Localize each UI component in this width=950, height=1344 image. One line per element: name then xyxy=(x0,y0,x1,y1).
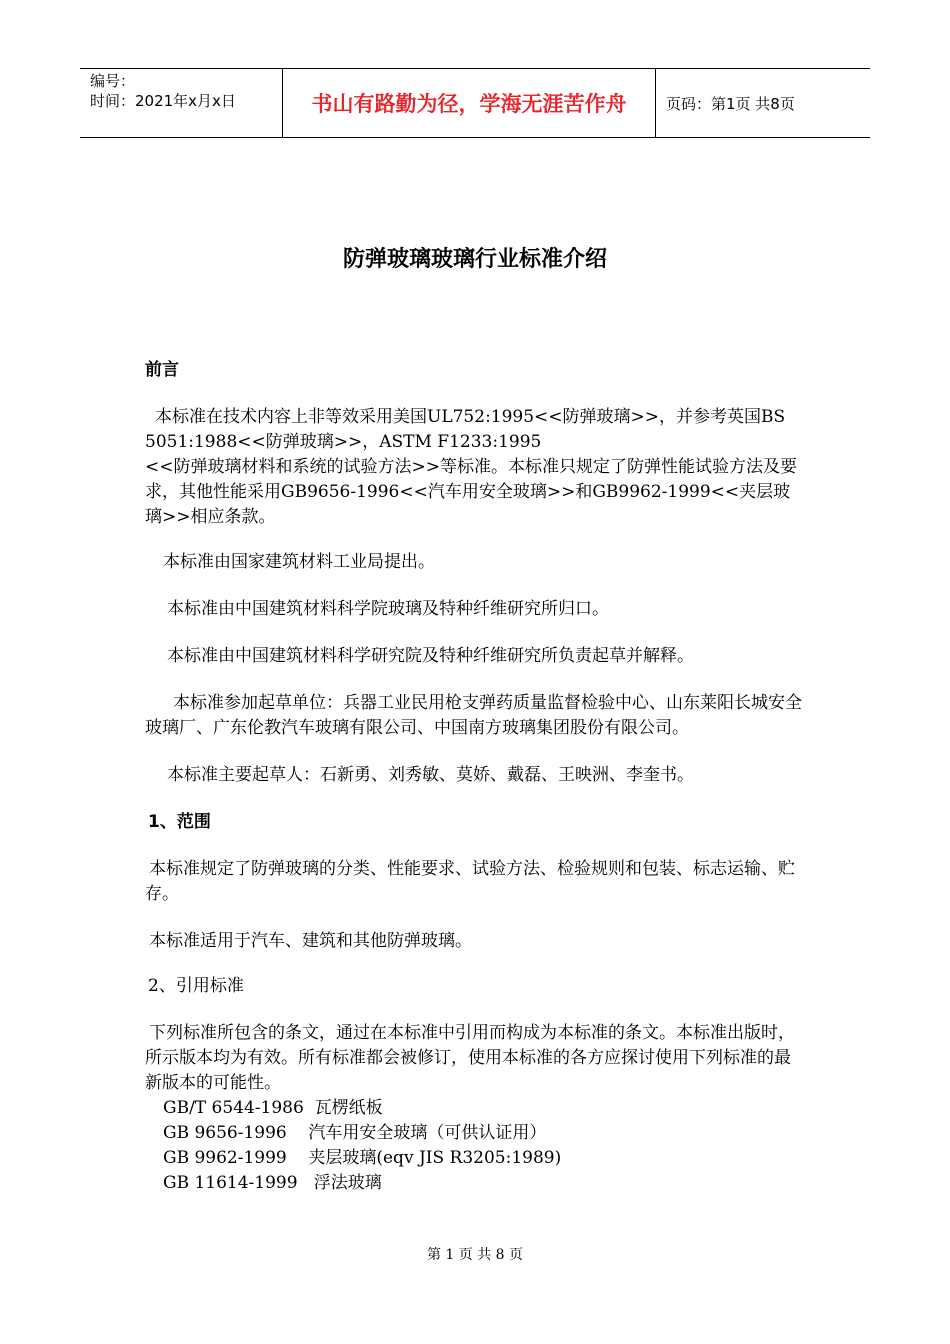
references-heading: 2、引用标准 xyxy=(148,976,244,996)
preface-paragraph-1: 本标准在技术内容上非等效采用美国UL752:1995<<防弹玻璃>>，并参考英国BS 5051:1988<<防弹玻璃>>，ASTM F1233:1995 <<防弹玻璃材料和系统的试验方法>>等标准。本标准只规定了防弹性能试验方法及要求，其他性能采用GB9656-1996<<汽车用安全玻璃>>和GB9962-1999<<夹层玻璃>>相应条款。 xyxy=(145,405,805,530)
preface-heading: 前言 xyxy=(145,360,179,380)
header-page-info: 页码：第1页 共8页 xyxy=(666,94,795,113)
preface-paragraph-3: 本标准由中国建筑材料科学院玻璃及特种纤维研究所归口。 xyxy=(167,599,609,619)
page-footer: 第 1 页 共 8 页 xyxy=(426,1247,524,1263)
header-table xyxy=(80,68,870,138)
reference-item: GB/T 6544-1986 瓦楞纸板 xyxy=(163,1098,383,1118)
header-motto: 书山有路勤为径，学海无涯苦作舟 xyxy=(282,69,656,137)
document-body xyxy=(145,358,805,1196)
preface-paragraph-2: 本标准由国家建筑材料工业局提出。 xyxy=(163,552,435,572)
scope-paragraph-2: 本标准适用于汽车、建筑和其他防弹玻璃。 xyxy=(149,931,472,951)
preface-paragraph-6: 本标准主要起草人：石新勇、刘秀敏、莫娇、戴磊、王映洲、李奎书。 xyxy=(167,765,694,785)
preface-paragraph-4: 本标准由中国建筑材料科学研究院及特种纤维研究所负责起草并解释。 xyxy=(167,646,694,666)
document-title: 防弹玻璃玻璃行业标准介绍 xyxy=(342,247,607,272)
reference-item: GB 9656-1996 汽车用安全玻璃（可供认证用） xyxy=(163,1123,547,1143)
scope-heading: 1、范围 xyxy=(148,812,211,832)
references-paragraph-1: 下列标准所包含的条文，通过在本标准中引用而构成为本标准的条文。本标准出版时，所示版本均为有效。所有标准都会被修订，使用本标准的各方应探讨使用下列标准的最新版本的可能性。 xyxy=(145,1023,795,1093)
header-meta xyxy=(80,69,282,137)
preface-paragraph-5: 本标准参加起草单位：兵器工业民用枪支弹药质量监督检验中心、山东莱阳长城安全玻璃厂、广东伦教汽车玻璃有限公司、中国南方玻璃集团股份有限公司。 xyxy=(145,693,802,738)
scope-paragraph-1: 本标准规定了防弹玻璃的分类、性能要求、试验方法、检验规则和包装、标志运输、贮存。 xyxy=(145,859,795,904)
serial-label: 编号： xyxy=(90,72,136,90)
time-label: 时间：2021年x月x日 xyxy=(90,92,236,110)
reference-item: GB 11614-1999 浮法玻璃 xyxy=(163,1173,382,1193)
preface-paragraph-1b: <<防弹玻璃材料和系统的试验方法>>等标准。本标准只规定了防弹性能试验方法及要求，其他性能采用GB9656-1996<<汽车用安全玻璃>>和GB9962-1999<<夹层玻璃>>相应条款。 xyxy=(145,457,797,527)
reference-item: GB 9962-1999 夹层玻璃(eqv JIS R3205:1989) xyxy=(163,1148,562,1168)
